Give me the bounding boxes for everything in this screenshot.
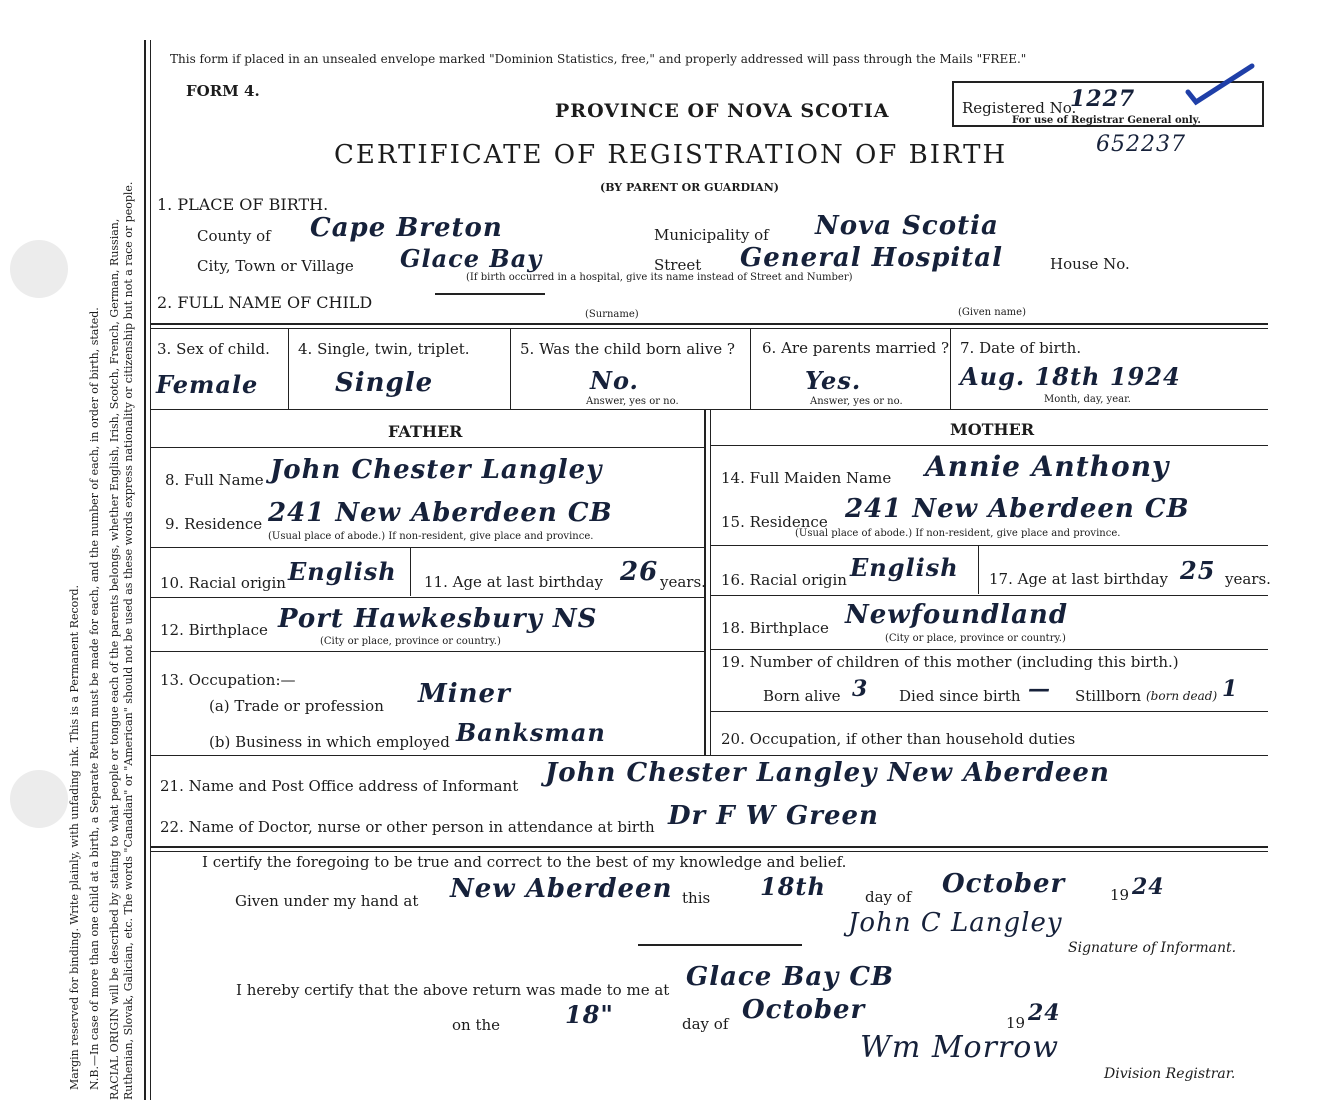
parents-married-value: Yes. xyxy=(805,366,862,395)
given-under-hand-label: Given under my hand at xyxy=(235,892,419,910)
registrar-day-of-label: day of xyxy=(682,1015,729,1033)
mother-name-value: Annie Anthony xyxy=(925,450,1170,483)
hospital-note: (If birth occurred in a hospital, give its name instead of Street and Number) xyxy=(466,272,853,283)
municipality-label: Municipality of xyxy=(654,226,769,244)
father-birthplace-note: (City or place, province or country.) xyxy=(320,636,501,647)
registrar-statement: I hereby certify that the above return was made to me at xyxy=(236,981,670,999)
rule-4 xyxy=(150,846,1268,848)
father-years-label: years. xyxy=(660,573,706,591)
rule-2 xyxy=(150,409,1268,410)
died-since-birth-value: — xyxy=(1028,676,1051,702)
mother-age-divider xyxy=(978,546,979,594)
registrar-year-prefix: 19 xyxy=(1006,1014,1026,1032)
father-trade-value: Miner xyxy=(418,679,511,709)
certificate-title: CERTIFICATE OF REGISTRATION OF BIRTH xyxy=(334,140,1008,170)
father-rule-a xyxy=(150,547,704,548)
died-since-birth-label: Died since birth xyxy=(899,687,1021,705)
informant-value: John Chester Langley New Aberdeen xyxy=(545,758,1110,788)
father-residence-note: (Usual place of abode.) If non-resident, give place and province. xyxy=(268,531,594,542)
doctor-value: Dr F W Green xyxy=(668,801,879,831)
registrar-day-value: 18" xyxy=(565,1000,614,1029)
city-label: City, Town or Village xyxy=(197,257,354,275)
registered-label: Registered No. xyxy=(962,99,1077,117)
col-div-1 xyxy=(288,329,289,409)
registrar-year-value: 24 xyxy=(1028,1000,1061,1026)
given-day-value: 18th xyxy=(760,872,826,901)
father-age-divider xyxy=(410,548,411,596)
binding-hole-top xyxy=(10,240,68,298)
mother-occupation-label: 20. Occupation, if other than household duties xyxy=(721,730,1076,748)
informant-signature: John C Langley xyxy=(848,908,1063,938)
mother-birthplace-note: (City or place, province or country.) xyxy=(885,633,1066,644)
given-year-value: 24 xyxy=(1132,874,1165,900)
col-div-3 xyxy=(750,329,751,409)
registrar-signature: Wm Morrow xyxy=(860,1030,1060,1065)
plurality-label: 4. Single, twin, triplet. xyxy=(298,340,470,358)
mail-notice: This form if placed in an unsealed envelope marked "Dominion Statistics, free," and properly addressed will pass through the Mails "FREE." xyxy=(170,52,1027,66)
col-div-2 xyxy=(510,329,511,409)
father-birthplace-value: Port Hawkesbury NS xyxy=(278,604,598,634)
col-div-4 xyxy=(950,329,951,409)
mother-rule-c xyxy=(711,649,1268,650)
born-alive-count-label: Born alive xyxy=(763,687,841,705)
father-trade-label: (a) Trade or profession xyxy=(209,697,384,715)
mother-birthplace-value: Newfoundland xyxy=(845,600,1069,630)
date-of-birth-label: 7. Date of birth. xyxy=(960,339,1082,357)
margin-note-racial-origin: RACIAL ORIGIN will be described by stating to what people or tongue each of the parents belongs, whether English, Irish, Scotch, French, German, Russian, xyxy=(108,218,121,1100)
registered-number: 1227 xyxy=(1070,86,1136,112)
mother-rule-d xyxy=(711,711,1268,712)
surname-note: (Surname) xyxy=(585,309,639,320)
county-value: Cape Breton xyxy=(310,213,503,243)
street-value: General Hospital xyxy=(740,243,1003,273)
day-of-label: day of xyxy=(865,888,912,906)
stamp-number: 652237 xyxy=(1096,132,1186,157)
sex-value: Female xyxy=(156,370,259,399)
born-alive-count-value: 3 xyxy=(852,676,869,702)
on-the-label: on the xyxy=(452,1016,501,1034)
heading-rule-mother xyxy=(711,445,1268,446)
father-occupation-label: 13. Occupation:— xyxy=(160,671,296,689)
mother-heading: MOTHER xyxy=(950,420,1035,439)
father-name-label: 8. Full Name xyxy=(165,471,264,489)
signature-divider xyxy=(638,944,802,946)
mother-birthplace-label: 18. Birthplace xyxy=(721,619,829,637)
this-label: this xyxy=(682,889,711,907)
informant-signature-label: Signature of Informant. xyxy=(1068,940,1237,956)
municipality-value: Nova Scotia xyxy=(815,211,999,241)
father-name-value: John Chester Langley xyxy=(270,455,603,485)
born-alive-label: 5. Was the child born alive ? xyxy=(520,340,735,358)
born-alive-value: No. xyxy=(590,366,639,395)
father-rule-c xyxy=(150,651,704,652)
margin-note-binding: Margin reserved for binding. Write plainly, with unfading ink. This is a Permanent Record. xyxy=(68,584,81,1090)
rule-1 xyxy=(150,323,1268,325)
rule-1b xyxy=(150,328,1268,329)
mother-name-label: 14. Full Maiden Name xyxy=(721,469,892,487)
doctor-label: 22. Name of Doctor, nurse or other person in attendance at birth xyxy=(160,818,655,836)
binding-hole-bottom xyxy=(10,770,68,828)
margin-note-racial-origin-2: Ruthenian, Slovak, Galician, etc. The words "Canadian" or "American" should not be used as these words express nationality or citizenship but not a race or people. xyxy=(122,181,135,1100)
given-place-value: New Aberdeen xyxy=(450,874,673,904)
margin-rule-thin xyxy=(150,40,151,1100)
father-age-label: 11. Age at last birthday xyxy=(424,573,603,591)
division-registrar-label: Division Registrar. xyxy=(1104,1066,1236,1082)
plurality-value: Single xyxy=(335,368,434,398)
father-birthplace-label: 12. Birthplace xyxy=(160,621,268,639)
registrar-month-value: October xyxy=(742,995,866,1025)
place-of-birth-heading: 1. PLACE OF BIRTH. xyxy=(157,195,329,214)
rule-3 xyxy=(150,755,1268,756)
rule-4b xyxy=(150,851,1268,852)
stillborn-note: (born dead) xyxy=(1146,689,1218,703)
stillborn-label: Stillborn xyxy=(1075,687,1142,705)
sex-label: 3. Sex of child. xyxy=(157,340,270,358)
child-name-dash xyxy=(435,293,545,295)
date-of-birth-note: Month, day, year. xyxy=(1044,394,1131,405)
certify-statement: I certify the foregoing to be true and correct to the best of my knowledge and belief. xyxy=(202,853,847,871)
checkmark-icon xyxy=(1180,60,1260,110)
mother-racial-label: 16. Racial origin xyxy=(721,571,847,589)
mother-rule-a xyxy=(711,545,1268,546)
born-alive-note: Answer, yes or no. xyxy=(586,396,679,407)
parents-married-note: Answer, yes or no. xyxy=(810,396,903,407)
mother-years-label: years. xyxy=(1225,570,1271,588)
stillborn-value: 1 xyxy=(1222,676,1239,702)
heading-rule-father xyxy=(150,447,704,448)
street-label: Street xyxy=(654,256,702,274)
house-number-label: House No. xyxy=(1050,255,1130,273)
mother-residence-label: 15. Residence xyxy=(721,513,828,531)
mother-age-label: 17. Age at last birthday xyxy=(989,570,1168,588)
province-heading: PROVINCE OF NOVA SCOTIA xyxy=(555,100,890,122)
date-of-birth-value: Aug. 18th 1924 xyxy=(960,362,1181,391)
informant-label: 21. Name and Post Office address of Informant xyxy=(160,777,519,795)
county-label: County of xyxy=(197,227,271,245)
children-count-label: 19. Number of children of this mother (including this birth.) xyxy=(721,653,1179,671)
father-business-value: Banksman xyxy=(456,718,606,747)
registrar-note: For use of Registrar General only. xyxy=(1012,115,1201,126)
father-age-value: 26 xyxy=(620,557,659,587)
form-number: FORM 4. xyxy=(186,82,260,100)
city-value: Glace Bay xyxy=(400,244,543,273)
margin-rule xyxy=(144,40,146,1100)
child-name-label: 2. FULL NAME OF CHILD xyxy=(157,293,373,312)
father-heading: FATHER xyxy=(388,422,463,441)
parents-married-label: 6. Are parents married ? xyxy=(762,339,950,357)
certificate-subtitle: (BY PARENT OR GUARDIAN) xyxy=(600,181,779,194)
given-name-note: (Given name) xyxy=(958,307,1026,318)
mother-racial-value: English xyxy=(850,553,959,582)
father-racial-label: 10. Racial origin xyxy=(160,574,286,592)
father-residence-label: 9. Residence xyxy=(165,515,263,533)
mother-residence-note: (Usual place of abode.) If non-resident, give place and province. xyxy=(795,528,1121,539)
year-prefix: 19 xyxy=(1110,886,1130,904)
father-racial-value: English xyxy=(288,557,397,586)
margin-note-multiple-births: N.B.—In case of more than one child at a birth, a Separate Return must be made for each, and the number of each, in order of birth, stated. xyxy=(88,307,101,1090)
father-business-label: (b) Business in which employed xyxy=(209,733,450,751)
mother-residence-value: 241 New Aberdeen CB xyxy=(845,494,1190,524)
father-rule-b xyxy=(150,597,704,598)
mother-rule-b xyxy=(711,595,1268,596)
mother-age-value: 25 xyxy=(1180,556,1216,585)
registrar-place-value: Glace Bay CB xyxy=(686,962,895,992)
father-residence-value: 241 New Aberdeen CB xyxy=(268,498,613,528)
center-rule-b xyxy=(710,410,711,755)
given-month-value: October xyxy=(942,869,1066,899)
